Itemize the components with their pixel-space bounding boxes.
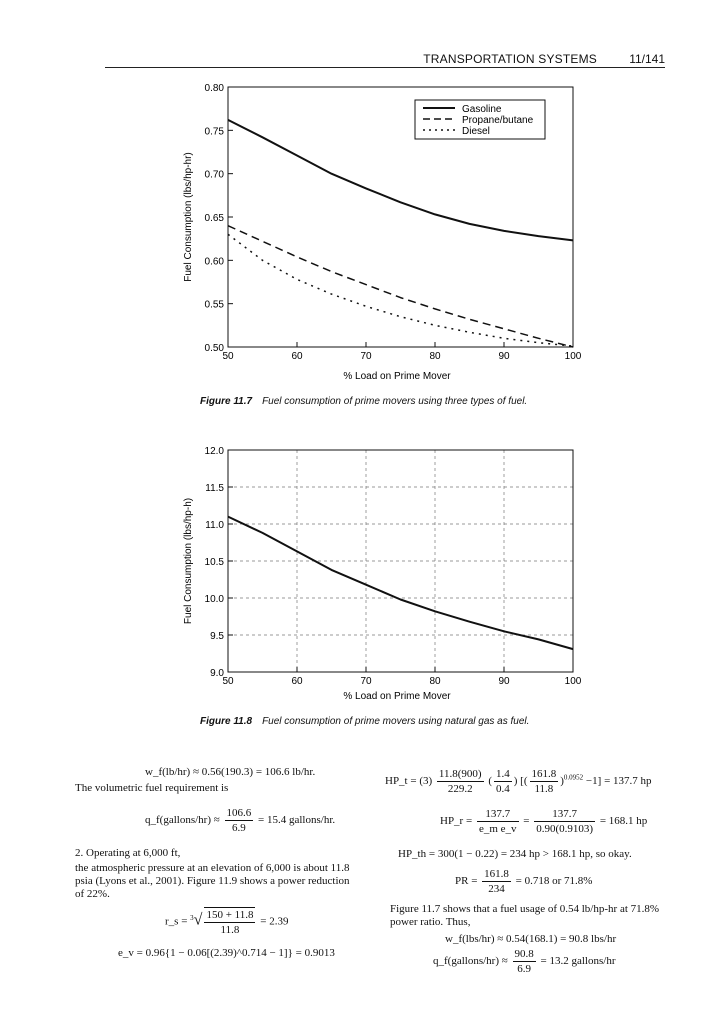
y-tick-label: 0.50	[204, 343, 224, 354]
y-tick-label: 12.0	[204, 446, 224, 457]
y-axis-label: Fuel Consumption (lbs/hp-hr)	[183, 152, 194, 282]
y-tick-label: 0.80	[204, 83, 224, 94]
text-atmospheric: the atmospheric pressure at an elevation of 6,000 is about 11.8 psia (Lyons et al., 2001). Figure 11.9 shows a power reduction of 22%.	[75, 862, 350, 900]
eq-volumetric-efficiency: e_v = 0.96{1 − 0.06[(2.39)^0.714 − 1]} = 0.9013	[118, 947, 335, 959]
x-tick-label: 100	[564, 351, 582, 362]
x-tick-label: 90	[498, 676, 510, 687]
numerator: 11.8(900)	[438, 768, 482, 780]
eq-rhs: = 2.39	[260, 915, 289, 928]
page-number: 11/141	[629, 52, 665, 66]
exponent: 0.0952	[563, 773, 584, 782]
figure-caption-text: Fuel consumption of prime movers using three types of fuel.	[262, 396, 528, 407]
x-tick-label: 50	[222, 676, 234, 687]
text-volumetric: The volumetric fuel requirement is	[75, 782, 229, 794]
figure-caption-text: Fuel consumption of prime movers using natural gas as fuel.	[262, 716, 530, 727]
figure-11-8-chart	[175, 443, 595, 705]
y-tick-label: 10.0	[204, 594, 224, 605]
denominator: e_m e_v	[478, 823, 517, 835]
eq-lhs: q_f(gallons/hr) ≈	[145, 814, 220, 827]
figure-11-7-caption	[200, 396, 527, 407]
x-tick-label: 80	[429, 351, 441, 362]
legend-label-diesel: Diesel	[462, 126, 490, 137]
eq-lhs: q_f(gallons/hr) ≈	[433, 955, 508, 968]
figure-11-8-caption	[200, 716, 529, 727]
denominator: 0.90(0.9103)	[536, 823, 594, 835]
x-tick-label: 80	[429, 676, 441, 687]
legend-label-gasoline: Gasoline	[462, 104, 502, 115]
eq-rhs: = 168.1 hp	[599, 815, 648, 828]
denominator: 11.8	[534, 783, 554, 795]
denominator: 6.9	[232, 822, 246, 834]
x-tick-label: 70	[360, 676, 372, 687]
y-axis-label: Fuel Consumption (lbs/hp-h)	[183, 497, 194, 625]
eq-lhs: HP_r =	[440, 815, 473, 828]
eq-compression-ratio: r_s = $^3$√ $\frac{150 + 11.8}{11.8}$ = 2.39	[165, 909, 289, 936]
eq-fuel-mass: w_f(lb/hr) ≈ 0.56(190.3) = 106.6 lb/hr.	[145, 766, 316, 778]
eq-rhs: = 15.4 gallons/hr.	[258, 814, 336, 827]
eq-hp-required: HP_r = $\frac{137.7}{\text{e\_m e\_v}}$ = $\frac{137.7}{0.90(0.9103)}$ = 168.1 hp	[440, 808, 648, 835]
eq-rhs: = 13.2 gallons/hr	[540, 955, 616, 968]
fraction	[225, 806, 254, 835]
figure-11-7-chart	[175, 80, 595, 390]
text-operating: 2. Operating at 6,000 ft,	[75, 847, 181, 859]
eq-hp-threshold: HP_th = 300(1 − 0.22) = 234 hp > 168.1 hp, so okay.	[398, 848, 632, 860]
y-tick-label: 0.65	[204, 213, 224, 224]
y-tick-label: 11.0	[205, 520, 224, 531]
root-index: 3	[190, 913, 194, 922]
y-tick-label: 11.5	[205, 483, 224, 494]
numerator: 106.6	[226, 807, 252, 819]
eq-fuel-mass-gas: w_f(lbs/hr) ≈ 0.54(168.1) = 90.8 lbs/hr	[445, 933, 617, 945]
eq-rhs: = 137.7 hp	[604, 775, 652, 788]
x-tick-label: 100	[564, 676, 582, 687]
fraction	[204, 907, 255, 937]
fraction	[513, 947, 536, 976]
eq-rhs: = 0.718 or 71.8%	[515, 875, 593, 888]
x-tick-label: 60	[291, 676, 303, 687]
numerator: 90.8	[514, 948, 534, 960]
y-tick-label: 0.75	[204, 126, 224, 138]
denominator: 234	[488, 883, 505, 895]
series-line-natural-gas	[228, 517, 573, 650]
x-tick-label: 50	[222, 351, 234, 362]
eq-lhs: r_s =	[165, 915, 188, 928]
numerator: 137.7	[477, 807, 519, 822]
y-tick-label: 0.60	[204, 256, 224, 268]
eq-power-ratio	[455, 867, 592, 896]
eq-hp-theoretical: HP_t = (3) $\frac{11.8(900)}{229.2}$ ( $\frac{1.4}{0.4}$ ) [( $\frac{161.8}{11.8}$ )$^{0.0952}$ −1] = 137.7 hp	[385, 768, 652, 795]
y-tick-label: 0.55	[204, 299, 224, 311]
fraction	[530, 767, 559, 796]
fraction	[477, 807, 519, 836]
legend	[415, 100, 545, 139]
y-tick-label: 9.5	[210, 631, 224, 642]
denominator: 0.4	[496, 783, 510, 795]
numerator: 137.7	[534, 807, 595, 822]
fraction	[437, 767, 484, 796]
fraction	[482, 867, 511, 896]
eq-tail: −1	[585, 775, 598, 788]
numerator: 161.8	[531, 768, 557, 780]
figure-label: Figure 11.7	[200, 396, 253, 407]
x-axis-label: % Load on Prime Mover	[343, 371, 451, 382]
section-title: TRANSPORTATION SYSTEMS	[423, 52, 597, 66]
x-tick-label: 60	[291, 351, 303, 362]
x-axis-label: % Load on Prime Mover	[343, 691, 451, 702]
numerator: 161.8	[484, 868, 509, 880]
fraction	[494, 767, 512, 796]
legend-label-propane: Propane/butane	[462, 115, 534, 126]
numerator: 150 + 11.8	[206, 909, 254, 921]
denominator: 11.8	[220, 924, 240, 936]
numerator: 1.4	[496, 768, 510, 780]
fraction	[534, 807, 595, 836]
denominator: 6.9	[517, 963, 532, 975]
y-tick-label: 10.5	[204, 557, 224, 568]
eq-volumetric	[145, 806, 335, 835]
running-header	[105, 50, 665, 68]
eq-lhs: PR =	[455, 875, 478, 888]
text-fuel-usage: Figure 11.7 shows that a fuel usage of 0.54 lb/hp-hr at 71.8% power ratio. Thus,	[390, 903, 660, 928]
y-tick-label: 0.70	[204, 169, 224, 181]
eq-lhs: HP_t = (3)	[385, 775, 433, 788]
eq-volumetric-gas	[433, 947, 615, 976]
series-line-propane-butane	[228, 226, 573, 347]
denominator: 229.2	[447, 783, 473, 795]
figure-label: Figure 11.8	[200, 716, 253, 727]
y-tick-label: 9.0	[210, 668, 224, 679]
plot-frame	[228, 450, 573, 672]
x-tick-label: 90	[498, 351, 510, 362]
series-line-diesel	[228, 234, 573, 346]
x-tick-label: 70	[360, 351, 372, 362]
